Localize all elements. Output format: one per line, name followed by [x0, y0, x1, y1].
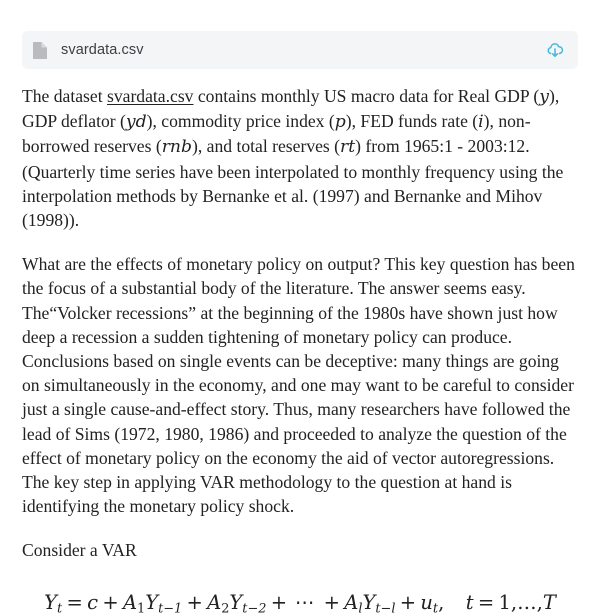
- math-variable-y: y: [539, 87, 549, 107]
- text-run: ), and total reserves (: [192, 136, 341, 157]
- var-equation: [22, 591, 578, 614]
- text-run: ), commodity price index (: [146, 111, 335, 132]
- paragraph-dataset-description: [22, 84, 578, 232]
- text-run: ), non-borrowed reserves (: [22, 111, 531, 157]
- paragraph-monetary-policy-discussion: What are the effects of monetary policy on output? This key question has been the focus of a substantial body of the literature. The answer seems easy. The“Volcker recessions” at the beginning of the 1980s have shown just how deep a recession a sudden tightening of monetary policy can produce. Conclusions based on single events can be deceptive: many things are going on simultaneously in the economy, and one may want to be careful to consider just a single cause-and-effect story. Thus, many researchers have followed the lead of Sims (1972, 1980, 1986) and proceeded to analyze the question of the effect of monetary policy on the economy the aid of vector autoregressions. The key step in applying VAR methodology to the question at hand is identifying the monetary policy shock.: [22, 254, 575, 517]
- article-body: [22, 84, 578, 614]
- text-run: contains monthly US macro data for Real GDP (: [193, 86, 540, 106]
- math-variable-rnb: rnb: [161, 137, 193, 158]
- equation-rendered: $Y_t = c + A_1Y_{t-1} + A_2Y_{t-2}$ + ⋯ + $A_lY_{t-l} + u_t$, t = 1,…,T: [44, 590, 556, 616]
- file-name-label: svardata.csv: [61, 42, 144, 58]
- svardata-csv-link[interactable]: svardata.csv: [107, 86, 194, 106]
- math-variable-i: i: [478, 112, 484, 133]
- text-run: ) from 1965:1 - 2003:12. (Quarterly time series have been interpolated to monthly frequency using the interpolation methods by Bernanke et al. (1997) and Bernanke and Mihov (1998)).: [22, 136, 564, 231]
- file-attachment-bar[interactable]: [22, 31, 578, 69]
- math-variable-rt: rt: [340, 137, 356, 158]
- text-run: The dataset: [22, 86, 107, 106]
- math-variable-p: p: [334, 112, 346, 133]
- cloud-download-icon[interactable]: [544, 39, 566, 61]
- document-icon: [32, 41, 48, 60]
- paragraph-consider-a-var: Consider a VAR: [22, 540, 137, 561]
- text-run: ), GDP deflator (: [22, 86, 560, 132]
- text-run: ), FED funds rate (: [345, 111, 479, 132]
- math-variable-yd: yd: [125, 112, 147, 133]
